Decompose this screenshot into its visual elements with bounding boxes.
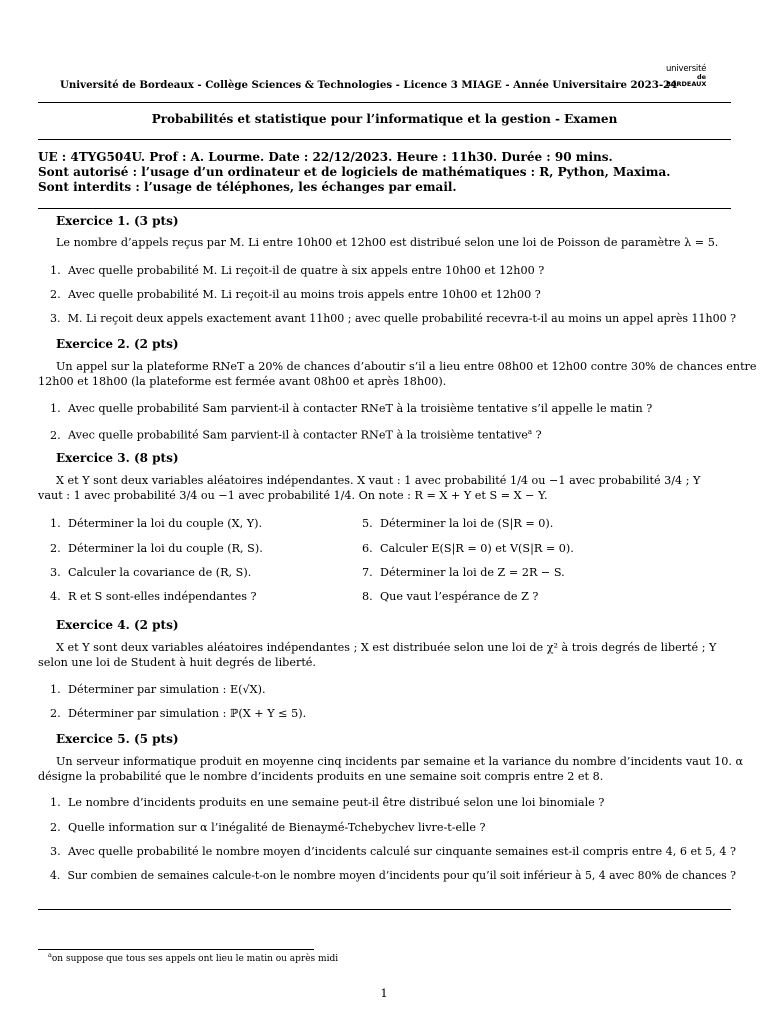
exercise-1-intro: Le nombre d’appels reçus par M. Li entre 10h00 et 12h00 est distribué selon une loi de Poisson de paramètre λ = 5.	[56, 236, 719, 249]
info-line-3: Sont interdits : l’usage de téléphones, les échanges par email.	[38, 180, 457, 194]
exercise-3-question-2: 2. Déterminer la loi du couple (R, S).	[50, 542, 263, 555]
page-title: Probabilités et statistique pour l’informatique et la gestion - Examen	[151, 112, 618, 126]
exercise-3-intro-line-2: vaut : 1 avec probabilité 3/4 ou −1 avec probabilité 1/4. On note : R = X + Y et S = X − Y.	[38, 489, 548, 502]
logo-line-1: université	[666, 64, 707, 74]
exercise-1-title: Exercice 1. (3 pts)	[56, 214, 179, 228]
exercise-3-title: Exercice 3. (8 pts)	[56, 451, 179, 465]
page-number: 1	[380, 986, 388, 1000]
exercise-3-question-3: 3. Calculer la covariance de (R, S).	[50, 566, 252, 579]
exercise-4-intro-line-2: selon une loi de Student à huit degrés de liberté.	[38, 656, 316, 669]
exercise-3-question-4: 4. R et S sont-elles indépendantes ?	[50, 590, 257, 603]
exercise-2-title: Exercice 2. (2 pts)	[56, 337, 179, 351]
exercise-2-intro-line-1: Un appel sur la plateforme RNeT a 20% de chances d’aboutir s’il a lieu entre 08h00 et 12h00 contre 30% de chances entre	[56, 360, 757, 373]
exercise-3-question-6: 6. Calculer E(S|R = 0) et V(S|R = 0).	[362, 542, 574, 555]
exercise-4-title: Exercice 4. (2 pts)	[56, 618, 179, 632]
rule-top	[38, 102, 731, 103]
exercise-5-question-4: 4. Sur combien de semaines calcule-t-on le nombre moyen d’incidents pour qu’il soit inférieur à 5, 4 avec 80% de chances ?	[50, 869, 736, 882]
exercise-5-question-3: 3. Avec quelle probabilité le nombre moyen d’incidents calculé sur cinquante semaines est-il compris entre 4, 6 et 5, 4 ?	[50, 845, 736, 858]
exercise-5-intro-line-1: Un serveur informatique produit en moyenne cinq incidents par semaine et la variance du nombre d’incidents vaut 10. α	[56, 755, 744, 768]
logo-line-2: de BORDEAUX	[666, 73, 707, 88]
university-logo	[666, 65, 706, 87]
exercise-3-question-5: 5. Déterminer la loi de (S|R = 0).	[362, 517, 554, 530]
info-line-2: Sont autorisé : l’usage d’un ordinateur et de logiciels de mathématiques : R, Python, Maxima.	[38, 165, 671, 179]
rule-bottom	[38, 909, 731, 910]
exercise-3-question-1: 1. Déterminer la loi du couple (X, Y).	[50, 517, 263, 530]
footnote-mark: a	[527, 428, 533, 436]
footnote-rule	[38, 949, 314, 950]
exercise-4-intro-line-1: X et Y sont deux variables aléatoires indépendantes ; X est distribuée selon une loi de χ² à trois degrés de liberté ; Y	[56, 641, 717, 654]
exercise-1-question-1: 1. Avec quelle probabilité M. Li reçoit-il de quatre à six appels entre 10h00 et 12h00 ?	[50, 264, 545, 277]
exercise-2-question-2: 2. Avec quelle probabilité Sam parvient-il à contacter RNeT à la troisième tentative$^a$ ?	[50, 428, 542, 442]
rule-info	[38, 208, 731, 209]
exercise-3-question-8: 8. Que vaut l’espérance de Z ?	[362, 590, 539, 603]
exercise-5-title: Exercice 5. (5 pts)	[56, 732, 179, 746]
exercise-2-question-1: 1. Avec quelle probabilité Sam parvient-il à contacter RNeT à la troisième tentative s’il appelle le matin ?	[50, 402, 653, 415]
exercise-3-question-7: 7. Déterminer la loi de Z = 2R − S.	[362, 566, 565, 579]
footnote: $^a$on suppose que tous ses appels ont lieu le matin ou après midi	[48, 951, 339, 964]
header-line: Université de Bordeaux - Collège Sciences & Technologies - Licence 3 MIAGE - Année Universitaire 2023-24	[60, 79, 678, 91]
exercise-5-intro-line-2: désigne la probabilité que le nombre d’incidents produits en une semaine soit compris entre 2 et 8.	[38, 770, 604, 783]
exercise-1-question-3: 3. M. Li reçoit deux appels exactement avant 11h00 ; avec quelle probabilité recevra-t-il au moins un appel après 11h00 ?	[50, 312, 736, 325]
exercise-5-question-1: 1. Le nombre d’incidents produits en une semaine peut-il être distribué selon une loi binomiale ?	[50, 796, 605, 809]
exercise-4-question-1: 1. Déterminer par simulation : E(√X).	[50, 683, 266, 696]
exercise-2-intro-line-2: 12h00 et 18h00 (la plateforme est fermée avant 08h00 et après 18h00).	[38, 375, 447, 388]
exercise-5-question-2: 2. Quelle information sur α l’inégalité de Bienaymé-Tchebychev livre-t-elle ?	[50, 821, 486, 834]
info-line-1: UE : 4TYG504U. Prof : A. Lourme. Date : 22/12/2023. Heure : 11h30. Durée : 90 mins.	[38, 150, 613, 164]
exercise-3-intro-line-1: X et Y sont deux variables aléatoires indépendantes. X vaut : 1 avec probabilité 1/4 ou −1 avec probabilité 3/4 ; Y	[56, 474, 701, 487]
rule-title	[38, 139, 731, 140]
exercise-4-question-2: 2. Déterminer par simulation : ℙ(X + Y ≤ 5).	[50, 707, 307, 720]
exercise-1-question-2: 2. Avec quelle probabilité M. Li reçoit-il au moins trois appels entre 10h00 et 12h00 ?	[50, 288, 541, 301]
